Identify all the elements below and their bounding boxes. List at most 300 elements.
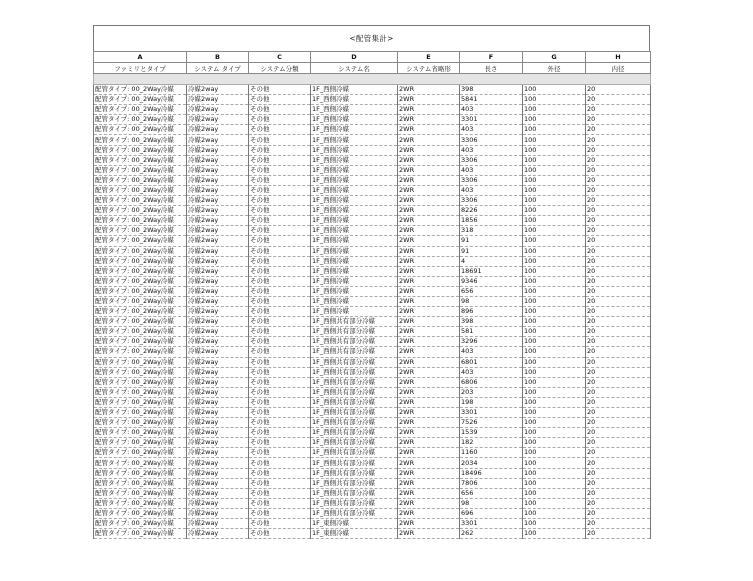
- system-name-cell[interactable]: 1F_西側冷媒: [311, 105, 398, 115]
- table-row[interactable]: [94, 478, 651, 488]
- length-cell[interactable]: 403: [460, 185, 523, 195]
- outer-diameter-cell[interactable]: 100: [523, 367, 586, 377]
- system-type-cell[interactable]: 冷媒2way: [187, 377, 249, 387]
- system-abbreviation-cell[interactable]: 2WR: [398, 468, 460, 478]
- table-row[interactable]: [94, 387, 651, 397]
- system-name-cell[interactable]: 1F_西側共有部分冷媒: [311, 478, 398, 488]
- table-row[interactable]: [94, 418, 651, 428]
- length-cell[interactable]: 262: [460, 529, 523, 539]
- inner-diameter-cell[interactable]: 20: [586, 307, 651, 317]
- table-row[interactable]: [94, 347, 651, 357]
- system-name-cell[interactable]: 1F_西側共有部分冷媒: [311, 428, 398, 438]
- inner-diameter-cell[interactable]: 20: [586, 85, 651, 95]
- column-letter-g[interactable]: G: [523, 52, 586, 63]
- family-type-cell[interactable]: 配管タイプ: 00_2Way冷媒: [94, 438, 187, 448]
- outer-diameter-cell[interactable]: 100: [523, 478, 586, 488]
- system-type-cell[interactable]: 冷媒2way: [187, 428, 249, 438]
- system-classification-cell[interactable]: その他: [249, 105, 311, 115]
- outer-diameter-cell[interactable]: 100: [523, 95, 586, 105]
- system-name-cell[interactable]: 1F_西側冷媒: [311, 196, 398, 206]
- inner-diameter-cell[interactable]: 20: [586, 196, 651, 206]
- system-classification-cell[interactable]: その他: [249, 196, 311, 206]
- system-type-cell[interactable]: 冷媒2way: [187, 296, 249, 306]
- family-type-cell[interactable]: 配管タイプ: 00_2Way冷媒: [94, 115, 187, 125]
- length-cell[interactable]: 8226: [460, 206, 523, 216]
- length-cell[interactable]: 182: [460, 438, 523, 448]
- system-classification-cell[interactable]: その他: [249, 508, 311, 518]
- system-name-cell[interactable]: 1F_西側冷媒: [311, 236, 398, 246]
- system-name-cell[interactable]: 1F_西側冷媒: [311, 95, 398, 105]
- table-row[interactable]: [94, 246, 651, 256]
- family-type-cell[interactable]: 配管タイプ: 00_2Way冷媒: [94, 175, 187, 185]
- inner-diameter-cell[interactable]: 20: [586, 115, 651, 125]
- system-abbreviation-cell[interactable]: 2WR: [398, 85, 460, 95]
- length-cell[interactable]: 1539: [460, 428, 523, 438]
- inner-diameter-cell[interactable]: 20: [586, 448, 651, 458]
- system-abbreviation-cell[interactable]: 2WR: [398, 196, 460, 206]
- family-type-cell[interactable]: 配管タイプ: 00_2Way冷媒: [94, 408, 187, 418]
- system-classification-cell[interactable]: その他: [249, 185, 311, 195]
- length-cell[interactable]: 5841: [460, 95, 523, 105]
- system-classification-cell[interactable]: その他: [249, 165, 311, 175]
- inner-diameter-cell[interactable]: 20: [586, 175, 651, 185]
- system-type-cell[interactable]: 冷媒2way: [187, 175, 249, 185]
- family-type-cell[interactable]: 配管タイプ: 00_2Way冷媒: [94, 307, 187, 317]
- system-abbreviation-cell[interactable]: 2WR: [398, 145, 460, 155]
- family-type-cell[interactable]: 配管タイプ: 00_2Way冷媒: [94, 458, 187, 468]
- inner-diameter-cell[interactable]: 20: [586, 529, 651, 539]
- inner-diameter-cell[interactable]: 20: [586, 468, 651, 478]
- system-abbreviation-cell[interactable]: 2WR: [398, 397, 460, 407]
- system-name-cell[interactable]: 1F_西側冷媒: [311, 226, 398, 236]
- system-classification-cell[interactable]: その他: [249, 236, 311, 246]
- length-cell[interactable]: 403: [460, 367, 523, 377]
- table-row[interactable]: [94, 95, 651, 105]
- outer-diameter-cell[interactable]: 100: [523, 317, 586, 327]
- inner-diameter-cell[interactable]: 20: [586, 367, 651, 377]
- system-abbreviation-cell[interactable]: 2WR: [398, 307, 460, 317]
- system-type-cell[interactable]: 冷媒2way: [187, 105, 249, 115]
- family-type-cell[interactable]: 配管タイプ: 00_2Way冷媒: [94, 498, 187, 508]
- system-classification-cell[interactable]: その他: [249, 246, 311, 256]
- length-cell[interactable]: 403: [460, 145, 523, 155]
- column-letter-a[interactable]: A: [94, 52, 187, 63]
- inner-diameter-cell[interactable]: 20: [586, 266, 651, 276]
- system-classification-cell[interactable]: その他: [249, 438, 311, 448]
- system-name-cell[interactable]: 1F_西側共有部分冷媒: [311, 327, 398, 337]
- table-row[interactable]: [94, 135, 651, 145]
- length-cell[interactable]: 7526: [460, 418, 523, 428]
- table-row[interactable]: [94, 458, 651, 468]
- system-abbreviation-cell[interactable]: 2WR: [398, 357, 460, 367]
- outer-diameter-cell[interactable]: 100: [523, 508, 586, 518]
- outer-diameter-cell[interactable]: 100: [523, 115, 586, 125]
- inner-diameter-cell[interactable]: 20: [586, 216, 651, 226]
- column-header-family-type[interactable]: ファミリとタイプ: [94, 63, 187, 74]
- family-type-cell[interactable]: 配管タイプ: 00_2Way冷媒: [94, 216, 187, 226]
- system-type-cell[interactable]: 冷媒2way: [187, 286, 249, 296]
- family-type-cell[interactable]: 配管タイプ: 00_2Way冷媒: [94, 428, 187, 438]
- length-cell[interactable]: 656: [460, 286, 523, 296]
- system-name-cell[interactable]: 1F_東側冷媒: [311, 519, 398, 529]
- inner-diameter-cell[interactable]: 20: [586, 519, 651, 529]
- system-classification-cell[interactable]: その他: [249, 519, 311, 529]
- outer-diameter-cell[interactable]: 100: [523, 165, 586, 175]
- inner-diameter-cell[interactable]: 20: [586, 357, 651, 367]
- system-name-cell[interactable]: 1F_西側冷媒: [311, 276, 398, 286]
- system-abbreviation-cell[interactable]: 2WR: [398, 438, 460, 448]
- system-abbreviation-cell[interactable]: 2WR: [398, 155, 460, 165]
- system-classification-cell[interactable]: その他: [249, 529, 311, 539]
- family-type-cell[interactable]: 配管タイプ: 00_2Way冷媒: [94, 206, 187, 216]
- outer-diameter-cell[interactable]: 100: [523, 347, 586, 357]
- system-type-cell[interactable]: 冷媒2way: [187, 357, 249, 367]
- system-classification-cell[interactable]: その他: [249, 468, 311, 478]
- system-type-cell[interactable]: 冷媒2way: [187, 276, 249, 286]
- table-row[interactable]: [94, 337, 651, 347]
- family-type-cell[interactable]: 配管タイプ: 00_2Way冷媒: [94, 95, 187, 105]
- family-type-cell[interactable]: 配管タイプ: 00_2Way冷媒: [94, 266, 187, 276]
- system-type-cell[interactable]: 冷媒2way: [187, 438, 249, 448]
- system-name-cell[interactable]: 1F_西側冷媒: [311, 286, 398, 296]
- outer-diameter-cell[interactable]: 100: [523, 418, 586, 428]
- length-cell[interactable]: 3306: [460, 196, 523, 206]
- system-abbreviation-cell[interactable]: 2WR: [398, 408, 460, 418]
- outer-diameter-cell[interactable]: 100: [523, 488, 586, 498]
- outer-diameter-cell[interactable]: 100: [523, 438, 586, 448]
- table-row[interactable]: [94, 125, 651, 135]
- system-abbreviation-cell[interactable]: 2WR: [398, 488, 460, 498]
- system-type-cell[interactable]: 冷媒2way: [187, 165, 249, 175]
- system-type-cell[interactable]: 冷媒2way: [187, 246, 249, 256]
- system-type-cell[interactable]: 冷媒2way: [187, 397, 249, 407]
- inner-diameter-cell[interactable]: 20: [586, 397, 651, 407]
- system-type-cell[interactable]: 冷媒2way: [187, 196, 249, 206]
- inner-diameter-cell[interactable]: 20: [586, 347, 651, 357]
- family-type-cell[interactable]: 配管タイプ: 00_2Way冷媒: [94, 85, 187, 95]
- length-cell[interactable]: 896: [460, 307, 523, 317]
- family-type-cell[interactable]: 配管タイプ: 00_2Way冷媒: [94, 347, 187, 357]
- table-row[interactable]: [94, 468, 651, 478]
- inner-diameter-cell[interactable]: 20: [586, 408, 651, 418]
- table-row[interactable]: [94, 256, 651, 266]
- outer-diameter-cell[interactable]: 100: [523, 408, 586, 418]
- family-type-cell[interactable]: 配管タイプ: 00_2Way冷媒: [94, 508, 187, 518]
- family-type-cell[interactable]: 配管タイプ: 00_2Way冷媒: [94, 145, 187, 155]
- system-type-cell[interactable]: 冷媒2way: [187, 347, 249, 357]
- system-classification-cell[interactable]: その他: [249, 216, 311, 226]
- column-header-system-name[interactable]: システム名: [311, 63, 398, 74]
- inner-diameter-cell[interactable]: 20: [586, 145, 651, 155]
- outer-diameter-cell[interactable]: 100: [523, 206, 586, 216]
- system-type-cell[interactable]: 冷媒2way: [187, 266, 249, 276]
- system-abbreviation-cell[interactable]: 2WR: [398, 246, 460, 256]
- system-name-cell[interactable]: 1F_西側共有部分冷媒: [311, 468, 398, 478]
- system-name-cell[interactable]: 1F_西側冷媒: [311, 125, 398, 135]
- family-type-cell[interactable]: 配管タイプ: 00_2Way冷媒: [94, 165, 187, 175]
- outer-diameter-cell[interactable]: 100: [523, 529, 586, 539]
- length-cell[interactable]: 18691: [460, 266, 523, 276]
- system-classification-cell[interactable]: その他: [249, 357, 311, 367]
- outer-diameter-cell[interactable]: 100: [523, 85, 586, 95]
- system-abbreviation-cell[interactable]: 2WR: [398, 519, 460, 529]
- inner-diameter-cell[interactable]: 20: [586, 185, 651, 195]
- system-classification-cell[interactable]: その他: [249, 347, 311, 357]
- table-row[interactable]: [94, 498, 651, 508]
- length-cell[interactable]: 403: [460, 125, 523, 135]
- system-name-cell[interactable]: 1F_西側共有部分冷媒: [311, 377, 398, 387]
- outer-diameter-cell[interactable]: 100: [523, 216, 586, 226]
- system-type-cell[interactable]: 冷媒2way: [187, 85, 249, 95]
- inner-diameter-cell[interactable]: 20: [586, 317, 651, 327]
- system-type-cell[interactable]: 冷媒2way: [187, 519, 249, 529]
- system-abbreviation-cell[interactable]: 2WR: [398, 529, 460, 539]
- outer-diameter-cell[interactable]: 100: [523, 468, 586, 478]
- table-row[interactable]: [94, 206, 651, 216]
- column-header-system-abbreviation[interactable]: システム省略形: [398, 63, 460, 74]
- table-row[interactable]: [94, 307, 651, 317]
- outer-diameter-cell[interactable]: 100: [523, 236, 586, 246]
- column-letter-c[interactable]: C: [249, 52, 311, 63]
- outer-diameter-cell[interactable]: 100: [523, 185, 586, 195]
- length-cell[interactable]: 3301: [460, 408, 523, 418]
- outer-diameter-cell[interactable]: 100: [523, 226, 586, 236]
- family-type-cell[interactable]: 配管タイプ: 00_2Way冷媒: [94, 105, 187, 115]
- system-abbreviation-cell[interactable]: 2WR: [398, 367, 460, 377]
- system-name-cell[interactable]: 1F_西側冷媒: [311, 135, 398, 145]
- system-abbreviation-cell[interactable]: 2WR: [398, 115, 460, 125]
- outer-diameter-cell[interactable]: 100: [523, 458, 586, 468]
- system-classification-cell[interactable]: その他: [249, 296, 311, 306]
- family-type-cell[interactable]: 配管タイプ: 00_2Way冷媒: [94, 367, 187, 377]
- system-type-cell[interactable]: 冷媒2way: [187, 236, 249, 246]
- system-name-cell[interactable]: 1F_西側共有部分冷媒: [311, 337, 398, 347]
- length-cell[interactable]: 2034: [460, 458, 523, 468]
- column-letter-e[interactable]: E: [398, 52, 460, 63]
- table-row[interactable]: [94, 488, 651, 498]
- length-cell[interactable]: 91: [460, 246, 523, 256]
- system-classification-cell[interactable]: その他: [249, 135, 311, 145]
- system-abbreviation-cell[interactable]: 2WR: [398, 125, 460, 135]
- outer-diameter-cell[interactable]: 100: [523, 125, 586, 135]
- system-classification-cell[interactable]: その他: [249, 256, 311, 266]
- outer-diameter-cell[interactable]: 100: [523, 296, 586, 306]
- system-classification-cell[interactable]: その他: [249, 448, 311, 458]
- system-name-cell[interactable]: 1F_西側共有部分冷媒: [311, 357, 398, 367]
- system-name-cell[interactable]: 1F_西側共有部分冷媒: [311, 508, 398, 518]
- family-type-cell[interactable]: 配管タイプ: 00_2Way冷媒: [94, 286, 187, 296]
- system-name-cell[interactable]: 1F_西側共有部分冷媒: [311, 397, 398, 407]
- system-type-cell[interactable]: 冷媒2way: [187, 458, 249, 468]
- inner-diameter-cell[interactable]: 20: [586, 428, 651, 438]
- length-cell[interactable]: 3296: [460, 337, 523, 347]
- system-classification-cell[interactable]: その他: [249, 206, 311, 216]
- outer-diameter-cell[interactable]: 100: [523, 307, 586, 317]
- family-type-cell[interactable]: 配管タイプ: 00_2Way冷媒: [94, 397, 187, 407]
- system-abbreviation-cell[interactable]: 2WR: [398, 508, 460, 518]
- system-type-cell[interactable]: 冷媒2way: [187, 498, 249, 508]
- inner-diameter-cell[interactable]: 20: [586, 135, 651, 145]
- system-type-cell[interactable]: 冷媒2way: [187, 478, 249, 488]
- system-classification-cell[interactable]: その他: [249, 337, 311, 347]
- table-row[interactable]: [94, 448, 651, 458]
- table-row[interactable]: [94, 317, 651, 327]
- system-type-cell[interactable]: 冷媒2way: [187, 185, 249, 195]
- system-type-cell[interactable]: 冷媒2way: [187, 468, 249, 478]
- family-type-cell[interactable]: 配管タイプ: 00_2Way冷媒: [94, 246, 187, 256]
- length-cell[interactable]: 3301: [460, 115, 523, 125]
- length-cell[interactable]: 403: [460, 105, 523, 115]
- outer-diameter-cell[interactable]: 100: [523, 448, 586, 458]
- system-classification-cell[interactable]: その他: [249, 307, 311, 317]
- inner-diameter-cell[interactable]: 20: [586, 276, 651, 286]
- length-cell[interactable]: 656: [460, 488, 523, 498]
- inner-diameter-cell[interactable]: 20: [586, 488, 651, 498]
- length-cell[interactable]: 6806: [460, 377, 523, 387]
- family-type-cell[interactable]: 配管タイプ: 00_2Way冷媒: [94, 226, 187, 236]
- system-classification-cell[interactable]: その他: [249, 428, 311, 438]
- system-abbreviation-cell[interactable]: 2WR: [398, 498, 460, 508]
- system-name-cell[interactable]: 1F_西側冷媒: [311, 296, 398, 306]
- length-cell[interactable]: 198: [460, 397, 523, 407]
- system-type-cell[interactable]: 冷媒2way: [187, 256, 249, 266]
- system-name-cell[interactable]: 1F_西側冷媒: [311, 246, 398, 256]
- system-abbreviation-cell[interactable]: 2WR: [398, 377, 460, 387]
- column-header-outer-diameter[interactable]: 外径: [523, 63, 586, 74]
- outer-diameter-cell[interactable]: 100: [523, 256, 586, 266]
- inner-diameter-cell[interactable]: 20: [586, 236, 651, 246]
- system-abbreviation-cell[interactable]: 2WR: [398, 135, 460, 145]
- inner-diameter-cell[interactable]: 20: [586, 256, 651, 266]
- system-type-cell[interactable]: 冷媒2way: [187, 508, 249, 518]
- table-row[interactable]: [94, 296, 651, 306]
- system-name-cell[interactable]: 1F_西側冷媒: [311, 175, 398, 185]
- length-cell[interactable]: 6801: [460, 357, 523, 367]
- system-abbreviation-cell[interactable]: 2WR: [398, 428, 460, 438]
- system-abbreviation-cell[interactable]: 2WR: [398, 337, 460, 347]
- system-abbreviation-cell[interactable]: 2WR: [398, 458, 460, 468]
- table-row[interactable]: [94, 175, 651, 185]
- inner-diameter-cell[interactable]: 20: [586, 125, 651, 135]
- inner-diameter-cell[interactable]: 20: [586, 387, 651, 397]
- column-letter-h[interactable]: H: [586, 52, 651, 63]
- family-type-cell[interactable]: 配管タイプ: 00_2Way冷媒: [94, 296, 187, 306]
- inner-diameter-cell[interactable]: 20: [586, 226, 651, 236]
- system-classification-cell[interactable]: その他: [249, 367, 311, 377]
- system-name-cell[interactable]: 1F_西側冷媒: [311, 185, 398, 195]
- column-header-system-classification[interactable]: システム分類: [249, 63, 311, 74]
- family-type-cell[interactable]: 配管タイプ: 00_2Way冷媒: [94, 387, 187, 397]
- outer-diameter-cell[interactable]: 100: [523, 498, 586, 508]
- family-type-cell[interactable]: 配管タイプ: 00_2Way冷媒: [94, 256, 187, 266]
- family-type-cell[interactable]: 配管タイプ: 00_2Way冷媒: [94, 185, 187, 195]
- outer-diameter-cell[interactable]: 100: [523, 135, 586, 145]
- system-type-cell[interactable]: 冷媒2way: [187, 448, 249, 458]
- table-row[interactable]: [94, 438, 651, 448]
- system-abbreviation-cell[interactable]: 2WR: [398, 266, 460, 276]
- system-abbreviation-cell[interactable]: 2WR: [398, 105, 460, 115]
- length-cell[interactable]: 3306: [460, 175, 523, 185]
- system-classification-cell[interactable]: その他: [249, 226, 311, 236]
- family-type-cell[interactable]: 配管タイプ: 00_2Way冷媒: [94, 317, 187, 327]
- family-type-cell[interactable]: 配管タイプ: 00_2Way冷媒: [94, 468, 187, 478]
- system-type-cell[interactable]: 冷媒2way: [187, 418, 249, 428]
- table-row[interactable]: [94, 105, 651, 115]
- table-row[interactable]: [94, 145, 651, 155]
- length-cell[interactable]: 98: [460, 498, 523, 508]
- system-name-cell[interactable]: 1F_西側共有部分冷媒: [311, 438, 398, 448]
- inner-diameter-cell[interactable]: 20: [586, 377, 651, 387]
- inner-diameter-cell[interactable]: 20: [586, 418, 651, 428]
- length-cell[interactable]: 398: [460, 85, 523, 95]
- family-type-cell[interactable]: 配管タイプ: 00_2Way冷媒: [94, 327, 187, 337]
- system-name-cell[interactable]: 1F_西側冷媒: [311, 216, 398, 226]
- system-classification-cell[interactable]: その他: [249, 498, 311, 508]
- family-type-cell[interactable]: 配管タイプ: 00_2Way冷媒: [94, 125, 187, 135]
- system-classification-cell[interactable]: その他: [249, 125, 311, 135]
- table-row[interactable]: [94, 155, 651, 165]
- system-abbreviation-cell[interactable]: 2WR: [398, 448, 460, 458]
- inner-diameter-cell[interactable]: 20: [586, 498, 651, 508]
- outer-diameter-cell[interactable]: 100: [523, 357, 586, 367]
- system-classification-cell[interactable]: その他: [249, 175, 311, 185]
- system-classification-cell[interactable]: その他: [249, 266, 311, 276]
- family-type-cell[interactable]: 配管タイプ: 00_2Way冷媒: [94, 236, 187, 246]
- system-name-cell[interactable]: 1F_西側冷媒: [311, 206, 398, 216]
- system-type-cell[interactable]: 冷媒2way: [187, 145, 249, 155]
- length-cell[interactable]: 398: [460, 317, 523, 327]
- table-row[interactable]: [94, 115, 651, 125]
- system-type-cell[interactable]: 冷媒2way: [187, 317, 249, 327]
- family-type-cell[interactable]: 配管タイプ: 00_2Way冷媒: [94, 196, 187, 206]
- inner-diameter-cell[interactable]: 20: [586, 458, 651, 468]
- system-name-cell[interactable]: 1F_西側共有部分冷媒: [311, 418, 398, 428]
- inner-diameter-cell[interactable]: 20: [586, 206, 651, 216]
- system-type-cell[interactable]: 冷媒2way: [187, 216, 249, 226]
- system-name-cell[interactable]: 1F_西側冷媒: [311, 145, 398, 155]
- inner-diameter-cell[interactable]: 20: [586, 296, 651, 306]
- system-classification-cell[interactable]: その他: [249, 115, 311, 125]
- inner-diameter-cell[interactable]: 20: [586, 286, 651, 296]
- system-type-cell[interactable]: 冷媒2way: [187, 226, 249, 236]
- outer-diameter-cell[interactable]: 100: [523, 246, 586, 256]
- inner-diameter-cell[interactable]: 20: [586, 327, 651, 337]
- table-row[interactable]: [94, 226, 651, 236]
- length-cell[interactable]: 3306: [460, 135, 523, 145]
- column-letter-f[interactable]: F: [460, 52, 523, 63]
- system-name-cell[interactable]: 1F_西側冷媒: [311, 256, 398, 266]
- system-classification-cell[interactable]: その他: [249, 478, 311, 488]
- system-name-cell[interactable]: 1F_西側共有部分冷媒: [311, 488, 398, 498]
- length-cell[interactable]: 91: [460, 236, 523, 246]
- table-row[interactable]: [94, 196, 651, 206]
- system-name-cell[interactable]: 1F_東側冷媒: [311, 529, 398, 539]
- outer-diameter-cell[interactable]: 100: [523, 327, 586, 337]
- system-type-cell[interactable]: 冷媒2way: [187, 529, 249, 539]
- family-type-cell[interactable]: 配管タイプ: 00_2Way冷媒: [94, 357, 187, 367]
- table-row[interactable]: [94, 529, 651, 539]
- system-abbreviation-cell[interactable]: 2WR: [398, 276, 460, 286]
- family-type-cell[interactable]: 配管タイプ: 00_2Way冷媒: [94, 488, 187, 498]
- family-type-cell[interactable]: 配管タイプ: 00_2Way冷媒: [94, 377, 187, 387]
- table-row[interactable]: [94, 266, 651, 276]
- system-abbreviation-cell[interactable]: 2WR: [398, 95, 460, 105]
- outer-diameter-cell[interactable]: 100: [523, 377, 586, 387]
- system-abbreviation-cell[interactable]: 2WR: [398, 226, 460, 236]
- table-row[interactable]: [94, 185, 651, 195]
- family-type-cell[interactable]: 配管タイプ: 00_2Way冷媒: [94, 276, 187, 286]
- system-classification-cell[interactable]: その他: [249, 286, 311, 296]
